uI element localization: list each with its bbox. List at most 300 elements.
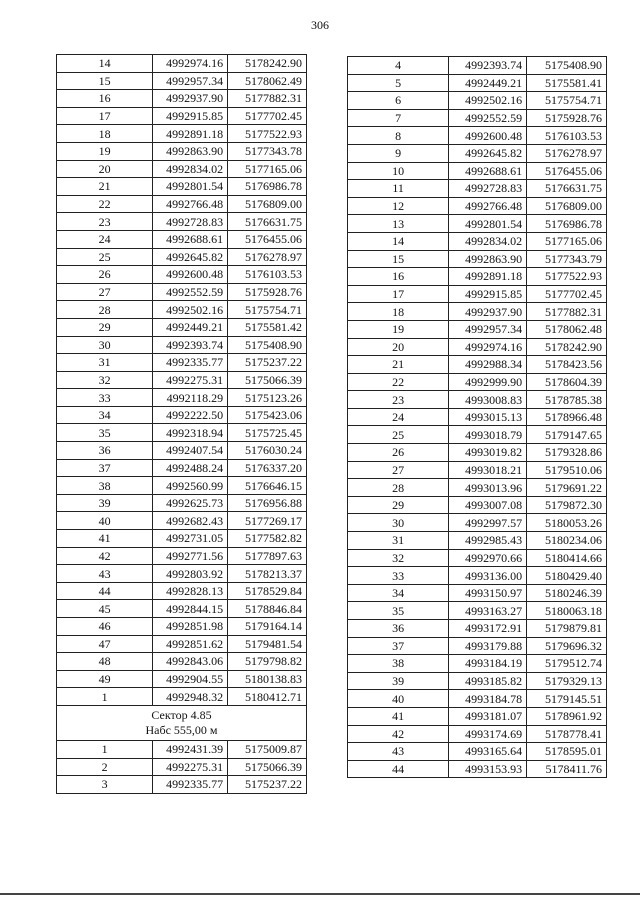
table-row — [57, 442, 307, 460]
table-row — [57, 459, 307, 477]
y-coordinate: 5179696.32 — [527, 637, 607, 655]
table-row — [348, 338, 607, 356]
point-number: 18 — [348, 303, 449, 321]
table-row — [348, 320, 607, 338]
table-row — [57, 213, 307, 231]
table-row — [348, 444, 607, 462]
x-coordinate: 4992645.82 — [153, 248, 228, 266]
y-coordinate: 5175009.87 — [228, 740, 307, 758]
point-number: 16 — [348, 268, 449, 286]
table-row — [57, 266, 307, 284]
table-row — [57, 195, 307, 213]
y-coordinate: 5179510.06 — [527, 461, 607, 479]
x-coordinate: 4992843.06 — [153, 653, 228, 671]
point-number: 33 — [57, 389, 153, 407]
x-coordinate: 4992863.90 — [449, 250, 527, 268]
point-number: 34 — [57, 406, 153, 424]
y-coordinate: 5175237.22 — [228, 354, 307, 372]
x-coordinate: 4992600.48 — [153, 266, 228, 284]
point-number: 1 — [57, 740, 153, 758]
table-row — [57, 530, 307, 548]
x-coordinate: 4993185.82 — [449, 672, 527, 690]
table-row — [57, 248, 307, 266]
y-coordinate: 5175066.39 — [228, 758, 307, 776]
x-coordinate: 4993184.19 — [449, 655, 527, 673]
table-row — [348, 725, 607, 743]
point-number: 41 — [348, 707, 449, 725]
table-row — [348, 760, 607, 778]
table-row — [348, 303, 607, 321]
table-row — [348, 127, 607, 145]
table-row — [348, 232, 607, 250]
point-number: 14 — [348, 232, 449, 250]
point-number: 23 — [57, 213, 153, 231]
table-row — [57, 336, 307, 354]
y-coordinate: 5179798.82 — [228, 653, 307, 671]
table-row — [348, 285, 607, 303]
x-coordinate: 4992985.43 — [449, 532, 527, 550]
y-coordinate: 5177702.45 — [527, 285, 607, 303]
point-number: 16 — [57, 90, 153, 108]
x-coordinate: 4992801.54 — [153, 178, 228, 196]
x-coordinate: 4992937.90 — [153, 90, 228, 108]
y-coordinate: 5179481.54 — [228, 635, 307, 653]
x-coordinate: 4992275.31 — [153, 371, 228, 389]
x-coordinate: 4992766.48 — [153, 195, 228, 213]
point-number: 43 — [348, 743, 449, 761]
table-row — [57, 600, 307, 618]
table-row — [348, 144, 607, 162]
x-coordinate: 4993165.64 — [449, 743, 527, 761]
table-row — [57, 90, 307, 108]
y-coordinate: 5178242.90 — [228, 55, 307, 73]
point-number: 48 — [57, 653, 153, 671]
y-coordinate: 5178242.90 — [527, 338, 607, 356]
point-number: 26 — [348, 444, 449, 462]
table-row — [348, 215, 607, 233]
x-coordinate: 4992948.32 — [153, 688, 228, 706]
table-row — [57, 740, 307, 758]
table-row — [57, 230, 307, 248]
point-number: 5 — [348, 74, 449, 92]
x-coordinate: 4992449.21 — [153, 318, 228, 336]
y-coordinate: 5180053.26 — [527, 514, 607, 532]
y-coordinate: 5176631.75 — [527, 180, 607, 198]
y-coordinate: 5176103.53 — [228, 266, 307, 284]
y-coordinate: 5176809.00 — [228, 195, 307, 213]
y-coordinate: 5177165.06 — [527, 232, 607, 250]
point-number: 20 — [348, 338, 449, 356]
y-coordinate: 5175928.76 — [527, 109, 607, 127]
x-coordinate: 4992600.48 — [449, 127, 527, 145]
table-row — [348, 637, 607, 655]
table-row — [348, 707, 607, 725]
point-number: 22 — [57, 195, 153, 213]
table-row — [57, 142, 307, 160]
table-row — [348, 690, 607, 708]
y-coordinate: 5180246.39 — [527, 584, 607, 602]
point-number: 36 — [57, 442, 153, 460]
point-number: 40 — [57, 512, 153, 530]
x-coordinate: 4992904.55 — [153, 670, 228, 688]
y-coordinate: 5175754.71 — [228, 301, 307, 319]
point-number: 21 — [57, 178, 153, 196]
y-coordinate: 5175237.22 — [228, 776, 307, 794]
x-coordinate: 4993007.08 — [449, 496, 527, 514]
table-row — [57, 477, 307, 495]
sector-header-row — [57, 705, 307, 740]
table-row — [348, 479, 607, 497]
table-row — [57, 72, 307, 90]
x-coordinate: 4992118.29 — [153, 389, 228, 407]
x-coordinate: 4992728.83 — [153, 213, 228, 231]
y-coordinate: 5177343.79 — [527, 250, 607, 268]
y-coordinate: 5175754.71 — [527, 92, 607, 110]
point-number: 32 — [57, 371, 153, 389]
x-coordinate: 4992828.13 — [153, 582, 228, 600]
x-coordinate: 4992552.59 — [153, 283, 228, 301]
point-number: 20 — [57, 160, 153, 178]
y-coordinate: 5179512.74 — [527, 655, 607, 673]
x-coordinate: 4992728.83 — [449, 180, 527, 198]
point-number: 31 — [348, 532, 449, 550]
page-number: 306 — [311, 18, 329, 32]
y-coordinate: 5177269.17 — [228, 512, 307, 530]
x-coordinate: 4992844.15 — [153, 600, 228, 618]
table-row — [57, 55, 307, 73]
point-number: 39 — [348, 672, 449, 690]
point-number: 9 — [348, 144, 449, 162]
y-coordinate: 5175581.42 — [228, 318, 307, 336]
sector-title: Сектор 4.85 — [151, 707, 212, 722]
table-row — [348, 162, 607, 180]
point-number: 15 — [57, 72, 153, 90]
y-coordinate: 5176278.97 — [228, 248, 307, 266]
coordinates-table-right — [347, 56, 607, 778]
x-coordinate: 4992863.90 — [153, 142, 228, 160]
point-number: 17 — [57, 107, 153, 125]
table-row — [57, 547, 307, 565]
y-coordinate: 5179145.51 — [527, 690, 607, 708]
x-coordinate: 4992393.74 — [449, 57, 527, 75]
table-row — [348, 549, 607, 567]
table-row — [57, 301, 307, 319]
y-coordinate: 5180138.83 — [228, 670, 307, 688]
point-number: 8 — [348, 127, 449, 145]
bottom-rule — [0, 893, 640, 895]
y-coordinate: 5177165.06 — [228, 160, 307, 178]
point-number: 43 — [57, 565, 153, 583]
y-coordinate: 5176030.24 — [228, 442, 307, 460]
table-row — [57, 565, 307, 583]
x-coordinate: 4992688.61 — [449, 162, 527, 180]
table-row — [57, 107, 307, 125]
x-coordinate: 4992999.90 — [449, 373, 527, 391]
table-row — [348, 496, 607, 514]
y-coordinate: 5179329.13 — [527, 672, 607, 690]
point-number: 44 — [348, 760, 449, 778]
y-coordinate: 5176455.06 — [527, 162, 607, 180]
point-number: 10 — [348, 162, 449, 180]
table-row — [57, 354, 307, 372]
y-coordinate: 5177882.31 — [527, 303, 607, 321]
point-number: 39 — [57, 494, 153, 512]
table-row — [348, 197, 607, 215]
point-number: 13 — [348, 215, 449, 233]
table-row — [348, 655, 607, 673]
y-coordinate: 5176956.88 — [228, 494, 307, 512]
table-row — [348, 602, 607, 620]
point-number: 18 — [57, 125, 153, 143]
table-row — [57, 318, 307, 336]
point-number: 33 — [348, 567, 449, 585]
x-coordinate: 4993013.96 — [449, 479, 527, 497]
y-coordinate: 5177522.93 — [228, 125, 307, 143]
y-coordinate: 5179872.30 — [527, 496, 607, 514]
x-coordinate: 4992407.54 — [153, 442, 228, 460]
y-coordinate: 5176103.53 — [527, 127, 607, 145]
y-coordinate: 5178604.39 — [527, 373, 607, 391]
x-coordinate: 4993136.00 — [449, 567, 527, 585]
y-coordinate: 5176455.06 — [228, 230, 307, 248]
point-number: 29 — [57, 318, 153, 336]
table-row — [348, 57, 607, 75]
table-row — [348, 74, 607, 92]
x-coordinate: 4992688.61 — [153, 230, 228, 248]
table-row — [348, 743, 607, 761]
x-coordinate: 4992851.62 — [153, 635, 228, 653]
y-coordinate: 5176278.97 — [527, 144, 607, 162]
table-row — [348, 180, 607, 198]
point-number: 12 — [348, 197, 449, 215]
point-number: 19 — [348, 320, 449, 338]
sector-header — [57, 705, 307, 740]
left-table-body-after — [57, 740, 307, 793]
x-coordinate: 4992937.90 — [449, 303, 527, 321]
x-coordinate: 4992431.39 — [153, 740, 228, 758]
y-coordinate: 5176986.78 — [228, 178, 307, 196]
point-number: 19 — [57, 142, 153, 160]
point-number: 32 — [348, 549, 449, 567]
table-row — [348, 620, 607, 638]
table-row — [57, 618, 307, 636]
table-row — [57, 389, 307, 407]
point-number: 41 — [57, 530, 153, 548]
y-coordinate: 5175066.39 — [228, 371, 307, 389]
x-coordinate: 4992803.92 — [153, 565, 228, 583]
point-number: 1 — [57, 688, 153, 706]
point-number: 47 — [57, 635, 153, 653]
coordinates-table-left — [56, 54, 307, 794]
x-coordinate: 4992682.43 — [153, 512, 228, 530]
table-row — [57, 494, 307, 512]
table-row — [348, 408, 607, 426]
x-coordinate: 4992915.85 — [153, 107, 228, 125]
table-row — [57, 424, 307, 442]
point-number: 37 — [348, 637, 449, 655]
x-coordinate: 4992771.56 — [153, 547, 228, 565]
x-coordinate: 4992502.16 — [153, 301, 228, 319]
x-coordinate: 4992891.18 — [449, 268, 527, 286]
table-row — [348, 92, 607, 110]
y-coordinate: 5179879.81 — [527, 620, 607, 638]
y-coordinate: 5178966.48 — [527, 408, 607, 426]
y-coordinate: 5175928.76 — [228, 283, 307, 301]
y-coordinate: 5175423.06 — [228, 406, 307, 424]
table-row — [57, 283, 307, 301]
point-number: 14 — [57, 55, 153, 73]
x-coordinate: 4993015.13 — [449, 408, 527, 426]
y-coordinate: 5177522.93 — [527, 268, 607, 286]
table-row — [57, 670, 307, 688]
x-coordinate: 4992957.34 — [153, 72, 228, 90]
point-number: 6 — [348, 92, 449, 110]
table-row — [57, 178, 307, 196]
y-coordinate: 5178785.38 — [527, 391, 607, 409]
y-coordinate: 5178778.41 — [527, 725, 607, 743]
table-row — [57, 582, 307, 600]
point-number: 22 — [348, 373, 449, 391]
table-row — [348, 672, 607, 690]
y-coordinate: 5175123.26 — [228, 389, 307, 407]
point-number: 44 — [57, 582, 153, 600]
table-row — [57, 776, 307, 794]
y-coordinate: 5179164.14 — [228, 618, 307, 636]
point-number: 42 — [57, 547, 153, 565]
point-number: 42 — [348, 725, 449, 743]
point-number: 7 — [348, 109, 449, 127]
point-number: 38 — [348, 655, 449, 673]
x-coordinate: 4992891.18 — [153, 125, 228, 143]
table-row — [57, 758, 307, 776]
point-number: 49 — [57, 670, 153, 688]
point-number: 40 — [348, 690, 449, 708]
y-coordinate: 5179328.86 — [527, 444, 607, 462]
y-coordinate: 5176646.15 — [228, 477, 307, 495]
x-coordinate: 4992851.98 — [153, 618, 228, 636]
point-number: 27 — [348, 461, 449, 479]
x-coordinate: 4992318.94 — [153, 424, 228, 442]
point-number: 29 — [348, 496, 449, 514]
point-number: 24 — [57, 230, 153, 248]
y-coordinate: 5175581.41 — [527, 74, 607, 92]
y-coordinate: 5178213.37 — [228, 565, 307, 583]
table-row — [348, 514, 607, 532]
y-coordinate: 5179147.65 — [527, 426, 607, 444]
x-coordinate: 4992222.50 — [153, 406, 228, 424]
x-coordinate: 4992974.16 — [449, 338, 527, 356]
point-number: 3 — [57, 776, 153, 794]
x-coordinate: 4992766.48 — [449, 197, 527, 215]
point-number: 30 — [348, 514, 449, 532]
y-coordinate: 5177897.63 — [228, 547, 307, 565]
point-number: 17 — [348, 285, 449, 303]
x-coordinate: 4993179.88 — [449, 637, 527, 655]
point-number: 36 — [348, 620, 449, 638]
left-table-body-before — [57, 55, 307, 706]
point-number: 46 — [57, 618, 153, 636]
point-number: 30 — [57, 336, 153, 354]
x-coordinate: 4992801.54 — [449, 215, 527, 233]
y-coordinate: 5178595.01 — [527, 743, 607, 761]
x-coordinate: 4992552.59 — [449, 109, 527, 127]
x-coordinate: 4993184.78 — [449, 690, 527, 708]
point-number: 35 — [348, 602, 449, 620]
point-number: 4 — [348, 57, 449, 75]
table-row — [348, 461, 607, 479]
table-row — [348, 391, 607, 409]
point-number: 15 — [348, 250, 449, 268]
x-coordinate: 4993019.82 — [449, 444, 527, 462]
x-coordinate: 4992393.74 — [153, 336, 228, 354]
y-coordinate: 5176986.78 — [527, 215, 607, 233]
sector-header-cell — [57, 705, 307, 740]
point-number: 2 — [57, 758, 153, 776]
table-row — [348, 373, 607, 391]
x-coordinate: 4992731.05 — [153, 530, 228, 548]
point-number: 24 — [348, 408, 449, 426]
x-coordinate: 4993018.79 — [449, 426, 527, 444]
point-number: 45 — [57, 600, 153, 618]
table-row — [57, 125, 307, 143]
x-coordinate: 4992625.73 — [153, 494, 228, 512]
y-coordinate: 5178846.84 — [228, 600, 307, 618]
x-coordinate: 4992560.99 — [153, 477, 228, 495]
x-coordinate: 4992335.77 — [153, 354, 228, 372]
x-coordinate: 4992915.85 — [449, 285, 527, 303]
x-coordinate: 4992335.77 — [153, 776, 228, 794]
table-row — [348, 567, 607, 585]
x-coordinate: 4992645.82 — [449, 144, 527, 162]
y-coordinate: 5177343.78 — [228, 142, 307, 160]
y-coordinate: 5179691.22 — [527, 479, 607, 497]
point-number: 11 — [348, 180, 449, 198]
y-coordinate: 5177702.45 — [228, 107, 307, 125]
x-coordinate: 4992997.57 — [449, 514, 527, 532]
x-coordinate: 4993163.27 — [449, 602, 527, 620]
table-row — [348, 109, 607, 127]
table-row — [348, 250, 607, 268]
point-number: 37 — [57, 459, 153, 477]
y-coordinate: 5180412.71 — [228, 688, 307, 706]
table-row — [348, 532, 607, 550]
x-coordinate: 4992834.02 — [153, 160, 228, 178]
x-coordinate: 4992275.31 — [153, 758, 228, 776]
x-coordinate: 4993018.21 — [449, 461, 527, 479]
table-row — [348, 584, 607, 602]
x-coordinate: 4992988.34 — [449, 356, 527, 374]
x-coordinate: 4993008.83 — [449, 391, 527, 409]
y-coordinate: 5180414.66 — [527, 549, 607, 567]
y-coordinate: 5178062.49 — [228, 72, 307, 90]
x-coordinate: 4993174.69 — [449, 725, 527, 743]
x-coordinate: 4992970.66 — [449, 549, 527, 567]
y-coordinate: 5180063.18 — [527, 602, 607, 620]
point-number: 26 — [57, 266, 153, 284]
point-number: 28 — [57, 301, 153, 319]
y-coordinate: 5178411.76 — [527, 760, 607, 778]
y-coordinate: 5178529.84 — [228, 582, 307, 600]
table-row — [57, 512, 307, 530]
y-coordinate: 5177582.82 — [228, 530, 307, 548]
point-number: 21 — [348, 356, 449, 374]
x-coordinate: 4992834.02 — [449, 232, 527, 250]
y-coordinate: 5176337.20 — [228, 459, 307, 477]
y-coordinate: 5178961.92 — [527, 707, 607, 725]
point-number: 25 — [348, 426, 449, 444]
point-number: 28 — [348, 479, 449, 497]
table-row — [57, 688, 307, 706]
